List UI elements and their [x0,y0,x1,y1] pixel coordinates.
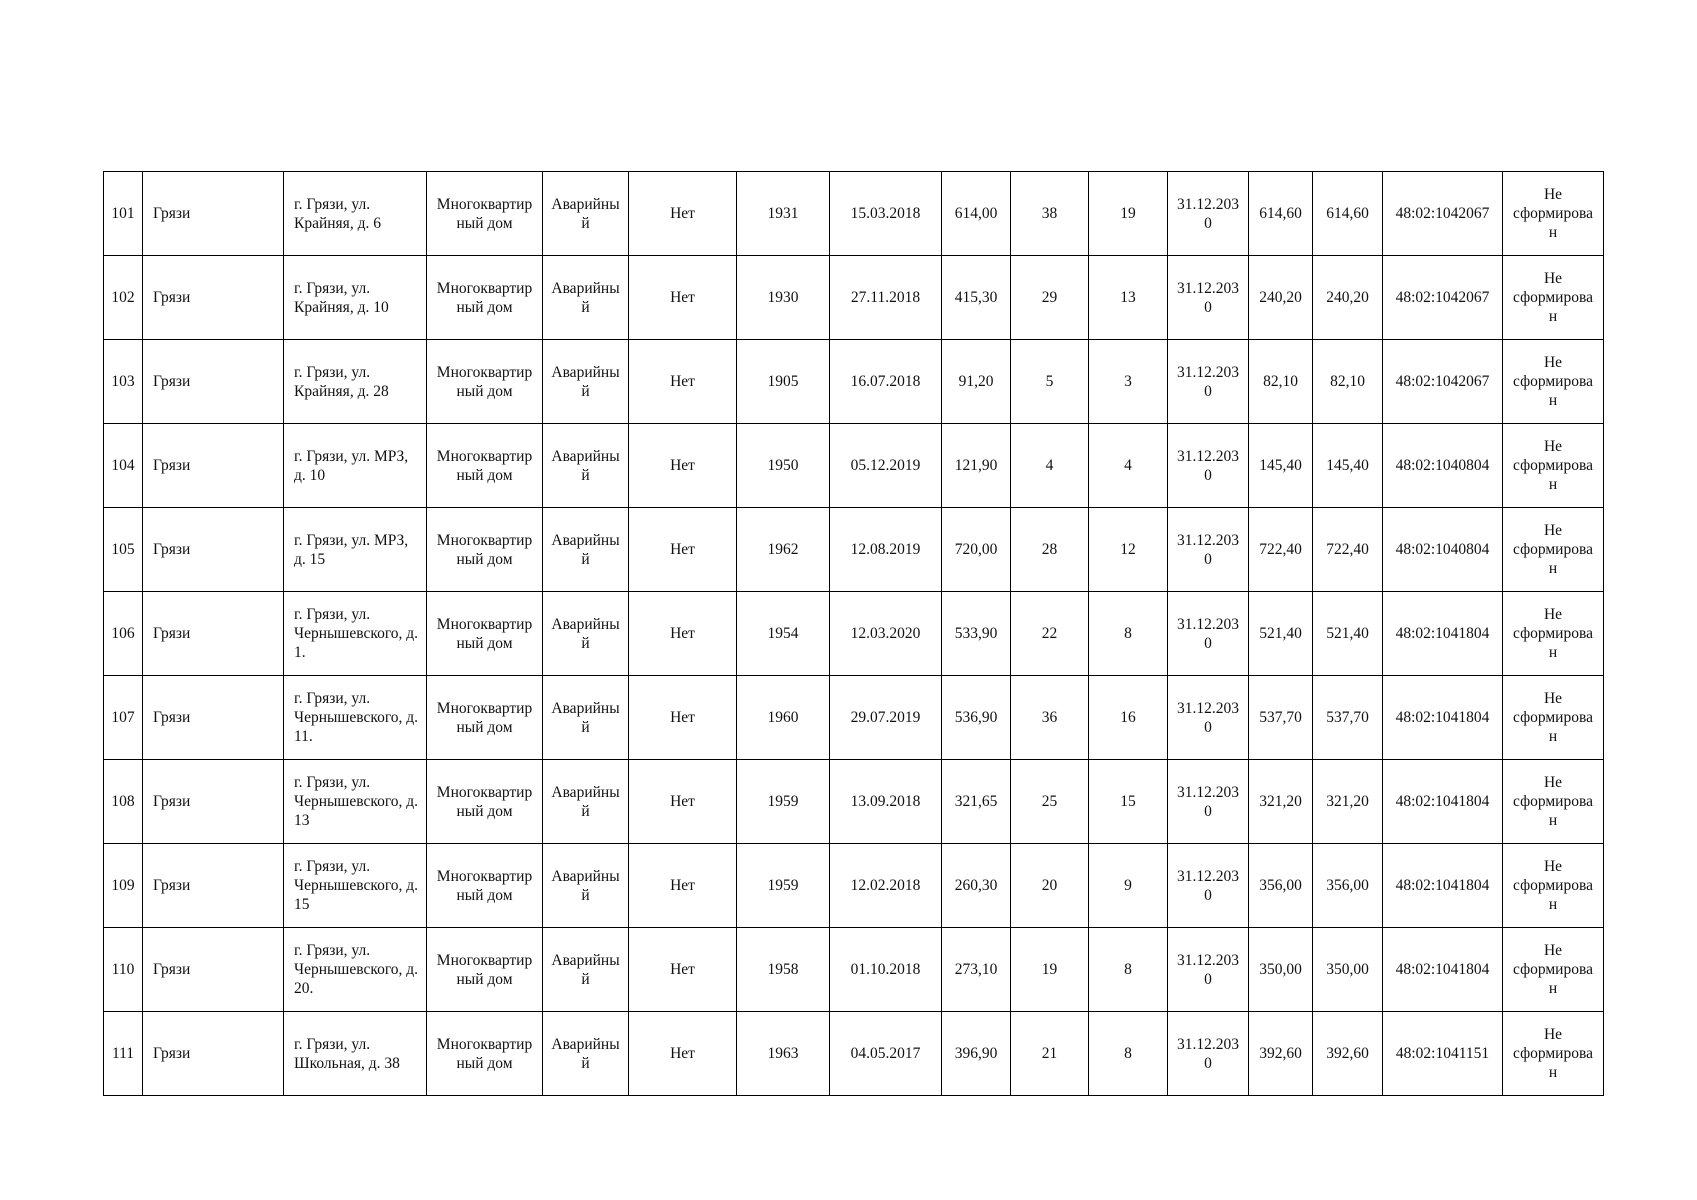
address-cell: г. Грязи, ул. МРЗ, д. 10 [284,424,427,508]
table-row [104,928,1604,1012]
row-number-cell: 104 [104,424,143,508]
planned-area-cell: 240,20 [1249,256,1313,340]
condition-cell: Аварийный [543,256,629,340]
table-body [104,172,1604,1096]
build-year-cell: 1930 [737,256,830,340]
resettlement-area-cell: 614,60 [1313,172,1383,256]
build-year-cell: 1960 [737,676,830,760]
resettlement-deadline-cell: 31.12.2030 [1168,760,1249,844]
resettlement-deadline-cell: 31.12.2030 [1168,340,1249,424]
cadastral-number-cell: 48:02:1040804 [1383,424,1503,508]
resettlement-area-cell: 521,40 [1313,592,1383,676]
table-row [104,676,1604,760]
residents-count-cell: 38 [1011,172,1089,256]
total-area-cell: 121,90 [942,424,1011,508]
condition-cell: Аварийный [543,340,629,424]
build-year-cell: 1959 [737,760,830,844]
recognition-date-cell: 12.08.2019 [830,508,942,592]
planned-area-cell: 82,10 [1249,340,1313,424]
residents-count-cell: 5 [1011,340,1089,424]
residents-count-cell: 36 [1011,676,1089,760]
recognition-date-cell: 29.07.2019 [830,676,942,760]
address-cell: г. Грязи, ул. Чернышевского, д. 1. [284,592,427,676]
planned-area-cell: 614,60 [1249,172,1313,256]
building-type-cell: Многоквартирный дом [427,256,543,340]
address-cell: г. Грязи, ул. Крайняя, д. 6 [284,172,427,256]
total-area-cell: 91,20 [942,340,1011,424]
address-cell: г. Грязи, ул. Чернышевского, д. 13 [284,760,427,844]
row-number-cell: 109 [104,844,143,928]
land-plot-status-cell: Не сформирован [1503,676,1604,760]
row-number-cell: 101 [104,172,143,256]
table-row [104,844,1604,928]
building-type-cell: Многоквартирный дом [427,760,543,844]
settlement-cell: Грязи [143,676,284,760]
resettlement-area-cell: 145,40 [1313,424,1383,508]
build-year-cell: 1954 [737,592,830,676]
cadastral-number-cell: 48:02:1041804 [1383,676,1503,760]
row-number-cell: 107 [104,676,143,760]
land-plot-status-cell: Не сформирован [1503,760,1604,844]
total-area-cell: 321,65 [942,760,1011,844]
recognition-date-cell: 04.05.2017 [830,1012,942,1096]
condition-cell: Аварийный [543,592,629,676]
total-area-cell: 415,30 [942,256,1011,340]
total-area-cell: 260,30 [942,844,1011,928]
condition-cell: Аварийный [543,1012,629,1096]
settlement-cell: Грязи [143,172,284,256]
address-cell: г. Грязи, ул. Чернышевского, д. 15 [284,844,427,928]
recognition-date-cell: 16.07.2018 [830,340,942,424]
address-cell: г. Грязи, ул. Крайняя, д. 10 [284,256,427,340]
table-row [104,424,1604,508]
building-type-cell: Многоквартирный дом [427,508,543,592]
residents-count-cell: 28 [1011,508,1089,592]
row-number-cell: 105 [104,508,143,592]
build-year-cell: 1950 [737,424,830,508]
recognition-date-cell: 05.12.2019 [830,424,942,508]
table-row [104,760,1604,844]
cadastral-number-cell: 48:02:1041804 [1383,844,1503,928]
residents-count-cell: 20 [1011,844,1089,928]
building-type-cell: Многоквартирный дом [427,172,543,256]
land-plot-status-cell: Не сформирован [1503,172,1604,256]
residents-count-cell: 21 [1011,1012,1089,1096]
resettlement-area-cell: 392,60 [1313,1012,1383,1096]
settlement-cell: Грязи [143,760,284,844]
settlement-cell: Грязи [143,424,284,508]
cadastral-number-cell: 48:02:1042067 [1383,256,1503,340]
total-area-cell: 396,90 [942,1012,1011,1096]
resettlement-area-cell: 321,20 [1313,760,1383,844]
condition-cell: Аварийный [543,844,629,928]
total-area-cell: 533,90 [942,592,1011,676]
settlement-cell: Грязи [143,592,284,676]
resettlement-deadline-cell: 31.12.2030 [1168,172,1249,256]
address-cell: г. Грязи, ул. Чернышевского, д. 20. [284,928,427,1012]
table-row [104,592,1604,676]
settlement-cell: Грязи [143,340,284,424]
settlement-cell: Грязи [143,928,284,1012]
build-year-cell: 1959 [737,844,830,928]
recognition-date-cell: 27.11.2018 [830,256,942,340]
building-type-cell: Многоквартирный дом [427,1012,543,1096]
resettlement-deadline-cell: 31.12.2030 [1168,424,1249,508]
residents-count-cell: 4 [1011,424,1089,508]
apartments-count-cell: 12 [1089,508,1168,592]
settlement-cell: Грязи [143,1012,284,1096]
building-type-cell: Многоквартирный дом [427,424,543,508]
planned-area-cell: 350,00 [1249,928,1313,1012]
row-number-cell: 111 [104,1012,143,1096]
building-type-cell: Многоквартирный дом [427,592,543,676]
apartments-count-cell: 4 [1089,424,1168,508]
settlement-cell: Грязи [143,508,284,592]
condition-cell: Аварийный [543,508,629,592]
flag-cell: Нет [629,592,737,676]
flag-cell: Нет [629,508,737,592]
resettlement-deadline-cell: 31.12.2030 [1168,1012,1249,1096]
table-row [104,508,1604,592]
land-plot-status-cell: Не сформирован [1503,340,1604,424]
residents-count-cell: 19 [1011,928,1089,1012]
apartments-count-cell: 8 [1089,592,1168,676]
resettlement-area-cell: 82,10 [1313,340,1383,424]
cadastral-number-cell: 48:02:1042067 [1383,340,1503,424]
planned-area-cell: 722,40 [1249,508,1313,592]
cadastral-number-cell: 48:02:1041151 [1383,1012,1503,1096]
recognition-date-cell: 15.03.2018 [830,172,942,256]
apartments-count-cell: 15 [1089,760,1168,844]
cadastral-number-cell: 48:02:1041804 [1383,760,1503,844]
flag-cell: Нет [629,424,737,508]
building-type-cell: Многоквартирный дом [427,676,543,760]
address-cell: г. Грязи, ул. Чернышевского, д. 11. [284,676,427,760]
building-type-cell: Многоквартирный дом [427,844,543,928]
table-row [104,340,1604,424]
resettlement-area-cell: 722,40 [1313,508,1383,592]
settlement-cell: Грязи [143,844,284,928]
table-row [104,256,1604,340]
condition-cell: Аварийный [543,760,629,844]
flag-cell: Нет [629,340,737,424]
recognition-date-cell: 12.03.2020 [830,592,942,676]
planned-area-cell: 321,20 [1249,760,1313,844]
apartments-count-cell: 16 [1089,676,1168,760]
flag-cell: Нет [629,844,737,928]
condition-cell: Аварийный [543,172,629,256]
row-number-cell: 108 [104,760,143,844]
build-year-cell: 1963 [737,1012,830,1096]
land-plot-status-cell: Не сформирован [1503,508,1604,592]
flag-cell: Нет [629,256,737,340]
apartments-count-cell: 19 [1089,172,1168,256]
housing-register-table [103,171,1604,1096]
land-plot-status-cell: Не сформирован [1503,424,1604,508]
flag-cell: Нет [629,676,737,760]
flag-cell: Нет [629,1012,737,1096]
flag-cell: Нет [629,760,737,844]
address-cell: г. Грязи, ул. Школьная, д. 38 [284,1012,427,1096]
residents-count-cell: 25 [1011,760,1089,844]
planned-area-cell: 356,00 [1249,844,1313,928]
total-area-cell: 536,90 [942,676,1011,760]
resettlement-deadline-cell: 31.12.2030 [1168,256,1249,340]
recognition-date-cell: 01.10.2018 [830,928,942,1012]
total-area-cell: 614,00 [942,172,1011,256]
apartments-count-cell: 3 [1089,340,1168,424]
resettlement-area-cell: 537,70 [1313,676,1383,760]
condition-cell: Аварийный [543,676,629,760]
settlement-cell: Грязи [143,256,284,340]
flag-cell: Нет [629,172,737,256]
resettlement-deadline-cell: 31.12.2030 [1168,508,1249,592]
planned-area-cell: 145,40 [1249,424,1313,508]
resettlement-deadline-cell: 31.12.2030 [1168,592,1249,676]
row-number-cell: 110 [104,928,143,1012]
planned-area-cell: 392,60 [1249,1012,1313,1096]
apartments-count-cell: 8 [1089,1012,1168,1096]
table-row [104,172,1604,256]
address-cell: г. Грязи, ул. Крайняя, д. 28 [284,340,427,424]
building-type-cell: Многоквартирный дом [427,928,543,1012]
recognition-date-cell: 13.09.2018 [830,760,942,844]
land-plot-status-cell: Не сформирован [1503,1012,1604,1096]
build-year-cell: 1931 [737,172,830,256]
condition-cell: Аварийный [543,424,629,508]
build-year-cell: 1905 [737,340,830,424]
table-row [104,1012,1604,1096]
resettlement-deadline-cell: 31.12.2030 [1168,676,1249,760]
land-plot-status-cell: Не сформирован [1503,928,1604,1012]
planned-area-cell: 537,70 [1249,676,1313,760]
building-type-cell: Многоквартирный дом [427,340,543,424]
cadastral-number-cell: 48:02:1040804 [1383,508,1503,592]
row-number-cell: 106 [104,592,143,676]
resettlement-area-cell: 350,00 [1313,928,1383,1012]
cadastral-number-cell: 48:02:1041804 [1383,592,1503,676]
total-area-cell: 720,00 [942,508,1011,592]
land-plot-status-cell: Не сформирован [1503,256,1604,340]
total-area-cell: 273,10 [942,928,1011,1012]
residents-count-cell: 29 [1011,256,1089,340]
row-number-cell: 102 [104,256,143,340]
planned-area-cell: 521,40 [1249,592,1313,676]
land-plot-status-cell: Не сформирован [1503,592,1604,676]
apartments-count-cell: 13 [1089,256,1168,340]
resettlement-deadline-cell: 31.12.2030 [1168,928,1249,1012]
apartments-count-cell: 8 [1089,928,1168,1012]
residents-count-cell: 22 [1011,592,1089,676]
resettlement-area-cell: 240,20 [1313,256,1383,340]
resettlement-deadline-cell: 31.12.2030 [1168,844,1249,928]
condition-cell: Аварийный [543,928,629,1012]
build-year-cell: 1958 [737,928,830,1012]
land-plot-status-cell: Не сформирован [1503,844,1604,928]
apartments-count-cell: 9 [1089,844,1168,928]
flag-cell: Нет [629,928,737,1012]
recognition-date-cell: 12.02.2018 [830,844,942,928]
cadastral-number-cell: 48:02:1042067 [1383,172,1503,256]
address-cell: г. Грязи, ул. МРЗ, д. 15 [284,508,427,592]
row-number-cell: 103 [104,340,143,424]
build-year-cell: 1962 [737,508,830,592]
resettlement-area-cell: 356,00 [1313,844,1383,928]
cadastral-number-cell: 48:02:1041804 [1383,928,1503,1012]
